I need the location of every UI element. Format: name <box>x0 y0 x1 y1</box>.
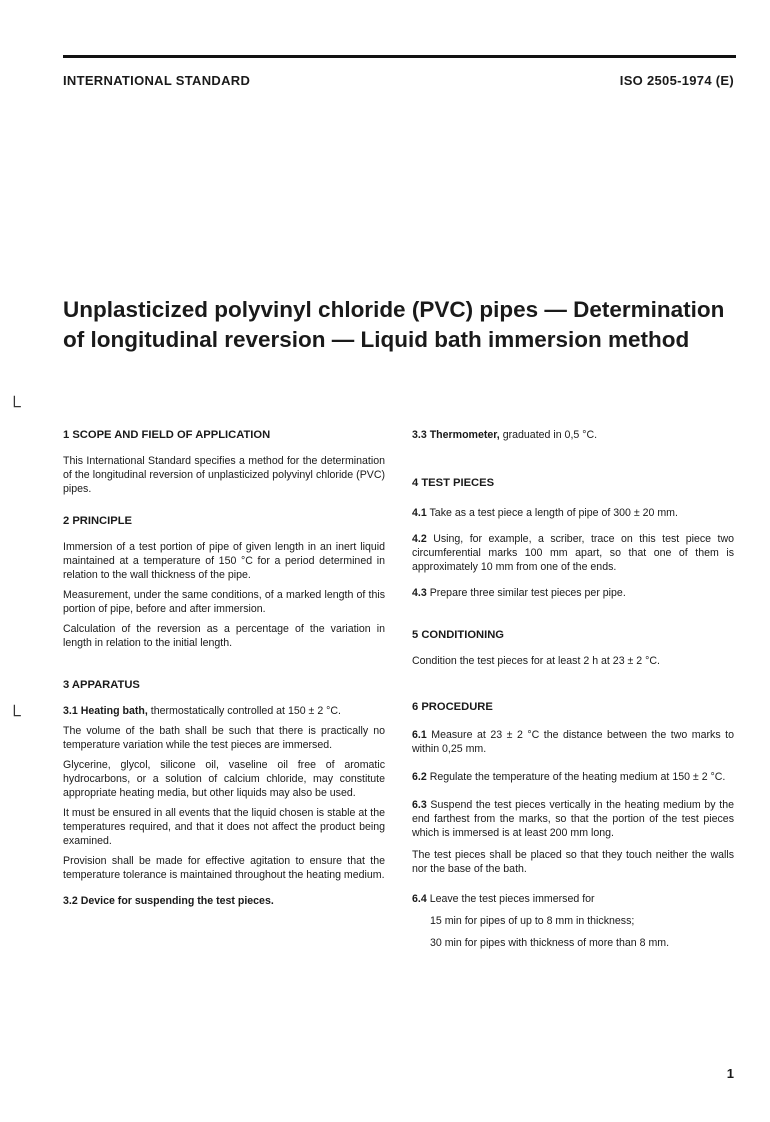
section-6-4-text: Leave the test pieces immersed for <box>429 893 595 905</box>
section-3-para-4: Provision shall be made for effective agitation to ensure that the temperature tolerance is maintained throughout the heating medium. <box>63 855 385 881</box>
section-5-heading: 5 CONDITIONING <box>412 629 504 641</box>
section-4-heading: 4 TEST PIECES <box>412 477 495 489</box>
section-6-2-number: 6.2 <box>412 771 427 783</box>
section-6-1-text: Measure at 23 ± 2 °C the distance between the two marks to within 0,25 mm. <box>412 729 734 755</box>
section-3-3-number: 3.3 <box>412 429 427 441</box>
section-4-2-text: Using, for example, a scriber, trace on this test piece two circumferential marks 100 mm apart, so that one of them is approximately 10 mm from one of the ends. <box>412 533 734 573</box>
header-rule <box>63 55 736 58</box>
section-6-4-item-2: 30 min for pipes with thickness of more than 8 mm. <box>430 937 670 949</box>
section-3-para-2: Glycerine, glycol, silicone oil, vaseline oil free of aromatic hydrocarbons, or a solution of calcium chloride, may constitute appropriate heating media, but other liquids may also be used. <box>63 759 385 799</box>
section-4-1-number: 4.1 <box>412 507 427 519</box>
section-6-heading: 6 PROCEDURE <box>412 701 493 713</box>
section-4-3 <box>412 586 734 600</box>
section-4-3-text: Prepare three similar test pieces per pipe. <box>429 587 626 599</box>
section-6-2-text: Regulate the temperature of the heating medium at 150 ± 2 °C. <box>429 771 726 783</box>
section-6-4 <box>412 892 734 906</box>
section-6-3-text: Suspend the test pieces vertically in the heating medium by the end farthest from the marks, so that the portion of the test pieces which is immersed is at least 200 mm long. <box>412 799 734 839</box>
title-line-2: of longitudinal reversion — Liquid bath immersion method <box>63 327 690 352</box>
section-6-3-number: 6.3 <box>412 799 427 811</box>
section-3-para-3: It must be ensured in all events that the liquid chosen is stable at the temperatures required, and that it does not affect the product being examined. <box>63 807 385 847</box>
right-column <box>412 428 734 950</box>
section-4-2-number: 4.2 <box>412 533 427 545</box>
section-3-para-1: The volume of the bath shall be such that there is practically no temperature variation while the test pieces are immersed. <box>63 725 385 751</box>
section-3-1-text: thermostatically controlled at 150 ± 2 °C. <box>150 705 341 717</box>
header-document-id: ISO 2505-1974 (E) <box>619 73 734 88</box>
section-6-2 <box>412 770 734 784</box>
section-3-1-term: Heating bath, <box>80 705 148 717</box>
section-4-3-number: 4.3 <box>412 587 427 599</box>
section-2-para-3: Calculation of the reversion as a percentage of the variation in length in relation to the initial length. <box>63 623 385 649</box>
section-3-1-number: 3.1 <box>63 705 78 717</box>
section-3-2-term: Device for suspending the test pieces. <box>80 895 274 907</box>
margin-mark-1: └ <box>8 396 21 416</box>
section-4-1-text: Take as a test piece a length of pipe of 300 ± 20 mm. <box>429 507 678 519</box>
section-6-1 <box>412 728 734 756</box>
section-6-para: The test pieces shall be placed so that they touch neither the walls nor the base of the bath. <box>412 849 734 875</box>
section-3-3-text: graduated in 0,5 °C. <box>502 429 598 441</box>
section-5-text: Condition the test pieces for at least 2 h at 23 ± 2 °C. <box>412 655 660 667</box>
section-3-2 <box>63 894 385 908</box>
document-title <box>63 295 753 355</box>
section-2-para-1: Immersion of a test portion of pipe of given length in an inert liquid maintained at a temperature of 150 °C for a period determined in relation to the wall thickness of the pipe. <box>63 541 385 581</box>
title-line-1: Unplasticized polyvinyl chloride (PVC) pipes — Determination <box>63 297 725 322</box>
section-3-1 <box>63 704 385 718</box>
header-standard-label: INTERNATIONAL STANDARD <box>63 73 251 88</box>
section-3-2-number: 3.2 <box>63 895 78 907</box>
section-6-4-item-1: 15 min for pipes of up to 8 mm in thickness; <box>430 915 635 927</box>
section-2-heading: 2 PRINCIPLE <box>63 515 133 527</box>
left-column <box>63 428 385 908</box>
section-3-3-term: Thermometer, <box>429 429 500 441</box>
section-3-heading: 3 APPARATUS <box>63 679 140 691</box>
section-4-1 <box>412 506 734 520</box>
margin-mark-2: └ <box>8 705 21 725</box>
section-6-3 <box>412 798 734 840</box>
section-1-text: This International Standard specifies a method for the determination of the longitudinal reversion of unplasticized polyvinyl chloride (PVC) pipes. <box>63 455 385 495</box>
section-3-3 <box>412 428 734 442</box>
section-2-para-2: Measurement, under the same conditions, of a marked length of this portion of pipe, before and after immersion. <box>63 589 385 615</box>
section-1-heading: 1 SCOPE AND FIELD OF APPLICATION <box>63 429 271 441</box>
section-6-1-number: 6.1 <box>412 729 427 741</box>
section-6-4-number: 6.4 <box>412 893 427 905</box>
section-4-2 <box>412 532 734 574</box>
page-number: 1 <box>726 1066 734 1081</box>
